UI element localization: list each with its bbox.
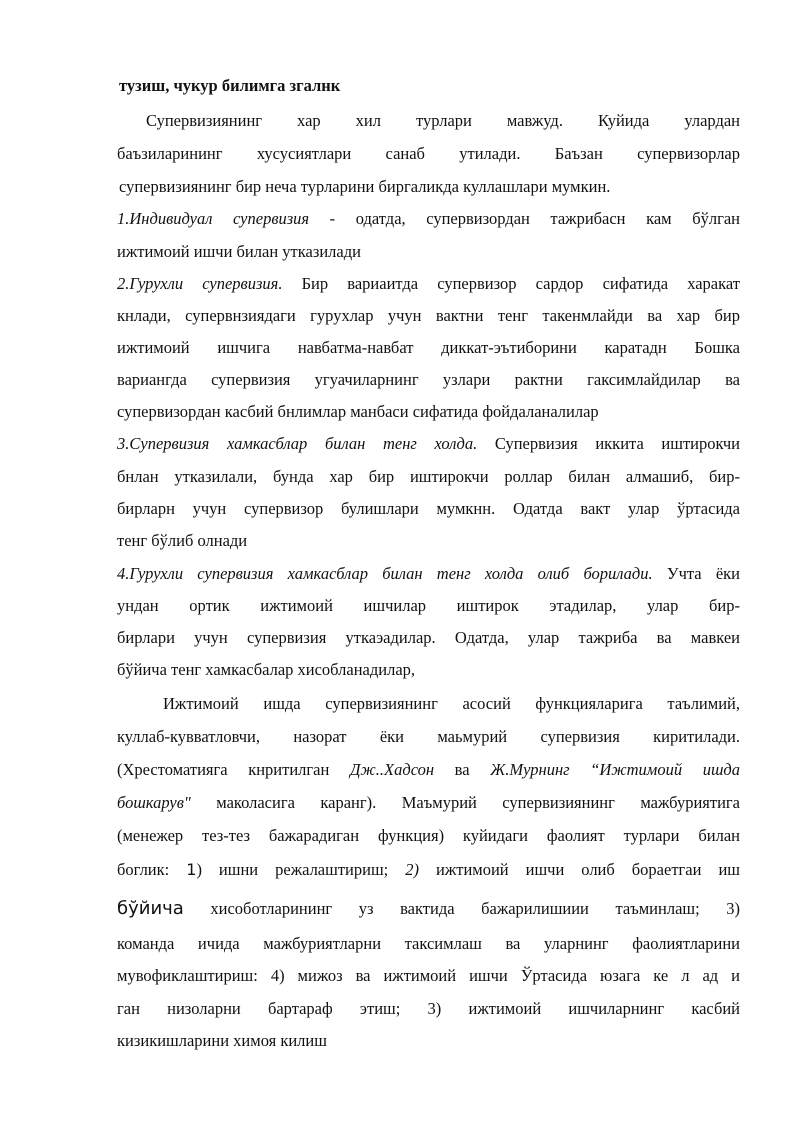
line-text: Супервизиянинг хар хил турлари мавжуд. Куйида улардан xyxy=(146,111,740,130)
line-text: бнлан утказилали, бунда хар бир иштирокчи роллар билан алмашиб, бир- xyxy=(117,467,740,486)
line-text: мувофиклаштириш: 4) мижоз ва ижтимоий ишчи Ўртасида юзага ке л ад и xyxy=(117,966,740,985)
line-italic: 1.Индивидуал супервизия xyxy=(117,209,310,228)
text-line-16 xyxy=(117,564,740,584)
text-line-3 xyxy=(117,144,740,164)
text-line-28 xyxy=(117,966,740,986)
line-text: ган низоларни бартараф этиш; 3) ижтимоий ишчиларнинг касбий xyxy=(117,999,740,1018)
line-text: баъзиларининг хусусиятлари санаб утилади. Баъзан супервизорлар xyxy=(117,144,740,163)
line-text: ижтимоий ишчига навбатма-навбат диккат-эътиборини каратадн Бошка xyxy=(117,338,740,357)
line-text: тенг бўлиб олнади xyxy=(117,531,248,550)
line-text: бирларн учун супервизор булишлари мумкнн. Одатда вакт улар ўртасида xyxy=(117,499,740,518)
line-text: - одатда, супервизордан тажрибасн кам бўлган xyxy=(309,209,740,228)
line-italic: 2.Гурухли супервизия. xyxy=(117,274,283,293)
text-line-18 xyxy=(117,628,740,648)
line-text: бирлари учун супервизия уткаэадилар. Одатда, улар тажриба ва мавкеи xyxy=(117,628,740,647)
line-text: ижтимоий ишчи билан утказилади xyxy=(117,242,361,261)
text-line-12 xyxy=(117,434,740,454)
text-line-7 xyxy=(117,274,740,294)
line-text: 1 xyxy=(186,860,197,879)
text-line-9 xyxy=(117,338,740,358)
line-text: кнлади, супервнзиядаги гурухлар учун вактни тенг такенмлайди ва хар бир xyxy=(117,306,740,325)
text-line-14 xyxy=(117,499,740,519)
line-italic: бошкарув" xyxy=(117,793,191,812)
text-line-8 xyxy=(117,306,740,326)
line-text: тузиш, чукур билимга згалнк xyxy=(119,76,341,95)
line-italic: Дж..Хадсон xyxy=(349,760,435,779)
line-text: супервизордан касбий бнлимлар манбаси сифатида фойдаланалилар xyxy=(117,402,599,421)
text-line-23 xyxy=(117,793,740,813)
line-text: бўйича тенг хамкасбалар хисобланадилар, xyxy=(117,660,416,679)
text-line-24 xyxy=(117,826,740,846)
line-text: команда ичида мажбуриятларни таксимлаш ва уларнинг фаолиятларини xyxy=(117,934,740,953)
line-text: Учта ёки xyxy=(652,564,741,583)
line-text: маколасига каранг). Маъмурий супервизиянинг мажбуриятига xyxy=(190,793,740,812)
text-line-22 xyxy=(117,760,740,780)
line-italic: Ж.Мурнинг “Ижтимоий ишда xyxy=(490,760,740,779)
line-text: ижтимоий ишчи олиб бораетгаи иш xyxy=(419,860,740,879)
text-line-25 xyxy=(117,860,740,880)
line-text: супервизиянинг бир неча турларини биргаликда куллашлари мумкин. xyxy=(119,177,611,196)
line-text: (Хрестоматияга кнритилган xyxy=(117,760,350,779)
line-text: куллаб-кувватловчи, назорат ёки маьмурий супервизия киритилади. xyxy=(117,727,740,746)
line-italic: 4.Гурухли супервизия хамкасблар билан тенг холда олиб борилади. xyxy=(117,564,653,583)
text-line-15 xyxy=(117,531,740,551)
line-text: ) ишни режалаштириш; xyxy=(196,860,406,879)
line-text: Ижтимоий ишда супервизиянинг асосий функцияларига таълимий, xyxy=(163,694,740,713)
text-line-26 xyxy=(117,899,740,919)
text-line-21 xyxy=(117,727,740,747)
line-text: ундан ортик ижтимоий ишчилар иштирок этадилар, улар бир- xyxy=(117,596,740,615)
text-line-2 xyxy=(146,111,740,131)
text-line-4 xyxy=(119,177,742,197)
line-text: боглик: xyxy=(117,860,187,879)
line-text: хисоботларининг уз вактида бажарилишиии таъминлаш; 3) xyxy=(183,899,740,918)
text-line-19 xyxy=(117,660,740,680)
text-line-13 xyxy=(117,467,740,487)
text-line-17 xyxy=(117,596,740,616)
line-italic: 3.Супервизия хамкасблар билан тенг холда. xyxy=(117,434,478,453)
line-text: вариангда супервизия угуачиларнинг узлари рактни гаксимлайдилар ва xyxy=(117,370,740,389)
line-text: Супервизия иккита иштирокчи xyxy=(477,434,741,453)
line-text: Бир вариаитда супервизор сардор сифатида харакат xyxy=(282,274,740,293)
text-line-1 xyxy=(119,76,742,96)
line-text: бўйича xyxy=(117,898,184,919)
line-text: (менежер тез-тез бажарадиган функция) куйидаги фаолият турлари билан xyxy=(117,826,740,845)
text-line-11 xyxy=(117,402,740,422)
line-text: ва xyxy=(434,760,491,779)
text-line-30 xyxy=(117,1031,740,1051)
text-line-10 xyxy=(117,370,740,390)
line-italic: 2) xyxy=(405,860,419,879)
text-line-29 xyxy=(117,999,740,1019)
text-line-27 xyxy=(117,934,740,954)
text-line-20 xyxy=(163,694,740,714)
text-line-5 xyxy=(117,209,740,229)
line-text: кизикишларини химоя килиш xyxy=(117,1031,327,1050)
text-line-6 xyxy=(117,242,740,262)
